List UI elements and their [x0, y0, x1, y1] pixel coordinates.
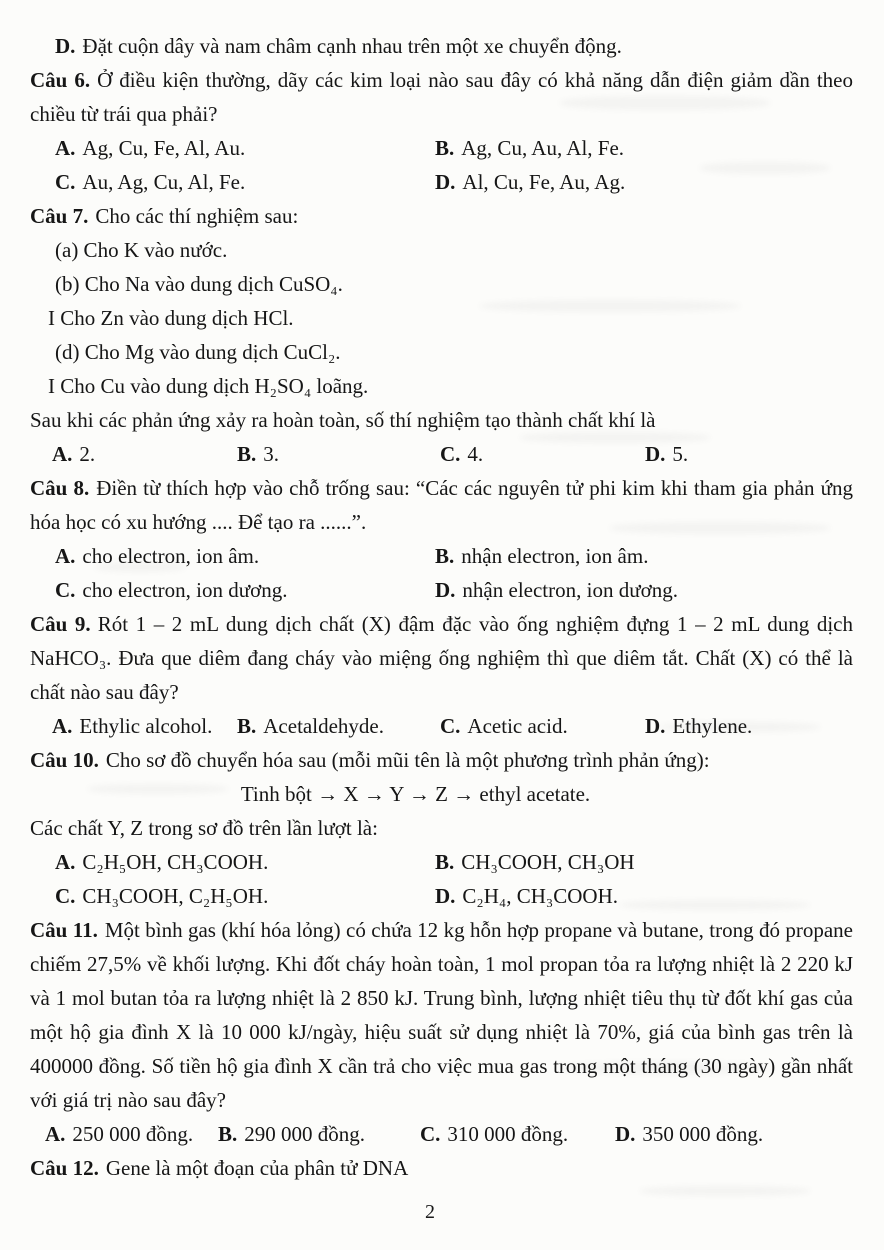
option-letter: B. — [435, 544, 455, 568]
option-text: Acetaldehyde. — [263, 714, 384, 738]
question-12-label: Câu 12. — [30, 1156, 99, 1180]
option-letter: A. — [55, 136, 76, 160]
option-text: 310 000 đồng. — [447, 1122, 569, 1146]
option-text: Đặt cuộn dây và nam châm cạnh nhau trên một xe chuyển động. — [82, 34, 622, 58]
option-text: C₂H₅OH, CH₃COOH. — [82, 850, 269, 874]
page-number: 2 — [425, 1201, 435, 1223]
question-8-options-row-1 — [30, 539, 853, 573]
option-letter: B. — [218, 1122, 238, 1146]
question-7-text: Cho các thí nghiệm sau: — [95, 204, 299, 228]
question-10 — [30, 743, 853, 777]
option-letter: D. — [55, 34, 76, 58]
option-letter: D. — [645, 714, 666, 738]
question-8 — [30, 471, 853, 539]
option-text: cho electron, ion âm. — [82, 544, 260, 568]
question-11-option-c — [420, 1117, 568, 1151]
question-7-question-line: Sau khi các phản ứng xảy ra hoàn toàn, số thí nghiệm tạo thành chất khí là — [30, 408, 656, 432]
question-10-option-c — [55, 879, 268, 913]
option-text: Ag, Cu, Fe, Al, Au. — [82, 136, 246, 160]
question-7-option-d — [645, 437, 688, 471]
option-text: 250 000 đồng. — [72, 1122, 194, 1146]
option-text: 3. — [263, 442, 280, 466]
question-8-options-row-2 — [30, 573, 853, 607]
question-8-option-d — [435, 573, 678, 607]
question-11 — [30, 913, 853, 1117]
option-letter: C. — [440, 714, 461, 738]
question-7-option-b — [237, 437, 279, 471]
question-7-option-c — [440, 437, 483, 471]
question-8-option-a — [55, 539, 259, 573]
option-text: Ethylene. — [672, 714, 753, 738]
experiment-c: I Cho Zn vào dung dịch HCl. — [48, 306, 294, 330]
option-letter: A. — [52, 714, 73, 738]
page-content — [30, 29, 853, 1185]
question-8-label: Câu 8. — [30, 476, 90, 500]
question-6-option-d — [435, 165, 625, 199]
option-text: 4. — [467, 442, 484, 466]
question-6-label: Câu 6. — [30, 68, 91, 92]
option-letter: B. — [237, 442, 257, 466]
option-letter: B. — [435, 850, 455, 874]
option-letter: D. — [435, 578, 456, 602]
question-11-label: Câu 11. — [30, 918, 98, 942]
question-10-option-d — [435, 879, 618, 913]
question-8-option-b — [435, 539, 648, 573]
option-text: C₂H₄, CH₃COOH. — [462, 884, 618, 908]
option-text: 2. — [79, 442, 96, 466]
question-8-option-c — [55, 573, 287, 607]
option-letter: C. — [55, 884, 76, 908]
option-text: CH₃COOH, C₂H₅OH. — [82, 884, 269, 908]
option-letter: D. — [615, 1122, 636, 1146]
question-6-option-c — [55, 165, 245, 199]
experiment-e: I Cho Cu vào dung dịch H₂SO₄ loãng. — [48, 374, 369, 398]
option-text: nhận electron, ion âm. — [461, 544, 649, 568]
question-11-option-a — [45, 1117, 193, 1151]
question-10-options-row-2 — [30, 879, 853, 913]
experiment-a: (a) Cho K vào nước. — [55, 238, 228, 262]
question-9-option-a — [52, 709, 212, 743]
question-11-option-b — [218, 1117, 365, 1151]
option-letter: D. — [645, 442, 666, 466]
question-7-options-row — [30, 437, 853, 471]
experiment-d: (d) Cho Mg vào dung dịch CuCl₂. — [55, 340, 341, 364]
question-6-option-b — [435, 131, 624, 165]
bleedthrough-smudge — [640, 1186, 810, 1196]
question-10-label: Câu 10. — [30, 748, 99, 772]
question-7-label: Câu 7. — [30, 204, 89, 228]
option-text: Acetic acid. — [467, 714, 568, 738]
option-letter: A. — [45, 1122, 66, 1146]
option-letter: C. — [420, 1122, 441, 1146]
option-letter: C. — [55, 578, 76, 602]
question-6-option-a — [55, 131, 245, 165]
option-letter: C. — [55, 170, 76, 194]
question-10-options-row-1 — [30, 845, 853, 879]
option-text: CH₃COOH, CH₃OH — [461, 850, 635, 874]
option-text: cho electron, ion dương. — [82, 578, 288, 602]
option-letter: B. — [237, 714, 257, 738]
question-10-option-a — [55, 845, 268, 879]
question-9-options-row — [30, 709, 853, 743]
option-letter: D. — [435, 170, 456, 194]
option-text: 5. — [672, 442, 689, 466]
question-6-text: Ở điều kiện thường, dãy các kim loại nào sau đây có khả năng dẫn điện giảm dần theo chiều từ trái qua phải? — [30, 68, 853, 126]
question-9-option-b — [237, 709, 384, 743]
question-10-subquestion: Các chất Y, Z trong sơ đồ trên lần lượt là: — [30, 816, 378, 840]
option-text: 350 000 đồng. — [642, 1122, 764, 1146]
question-11-options-row — [30, 1117, 853, 1151]
question-9-label: Câu 9. — [30, 612, 91, 636]
option-text: 290 000 đồng. — [244, 1122, 366, 1146]
option-text: Al, Cu, Fe, Au, Ag. — [462, 170, 626, 194]
question-7 — [30, 199, 853, 233]
question-9-option-d — [645, 709, 752, 743]
question-9 — [30, 607, 853, 709]
experiment-b: (b) Cho Na vào dung dịch CuSO₄. — [55, 272, 343, 296]
option-letter: D. — [435, 884, 456, 908]
question-12 — [30, 1151, 853, 1185]
question-7-option-a — [52, 437, 95, 471]
option-letter: A. — [55, 544, 76, 568]
question-6-options-row-2 — [30, 165, 853, 199]
question-9-text: Rót 1 – 2 mL dung dịch chất (X) đậm đặc vào ống nghiệm đựng 1 – 2 mL dung dịch NaHCO₃. Đưa que diêm đang cháy vào miệng ống nghiệm thì que diêm tắt. Chất (X) có thể là chất nào sau đây? — [30, 612, 853, 704]
question-11-option-d — [615, 1117, 763, 1151]
question-6 — [30, 63, 853, 131]
option-text: Ethylic alcohol. — [79, 714, 213, 738]
option-letter: B. — [435, 136, 455, 160]
question-10-scheme: Tinh bột → X → Y → Z → ethyl acetate. — [240, 782, 591, 806]
question-6-options-row-1 — [30, 131, 853, 165]
option-letter: A. — [52, 442, 73, 466]
option-text: Ag, Cu, Au, Al, Fe. — [461, 136, 625, 160]
prev-question-option-d — [30, 29, 853, 63]
question-11-text: Một bình gas (khí hóa lỏng) có chứa 12 kg hỗn hợp propane và butane, trong đó propane chiếm 27,5% về khối lượng. Khi đốt cháy hoàn toàn, 1 mol propan tỏa ra lượng nhiệt là 2 220 kJ và 1 mol butan tỏa ra lượng nhiệt là 2 850 kJ. Trung bình, lượng nhiệt tiêu thụ từ đốt khí gas của một hộ gia đình X là 10 000 kJ/ngày, hiệu suất sử dụng nhiệt là 70%, giá của bình gas trên là 400000 đồng. Số tiền hộ gia đình X cần trả cho việc mua gas trong một tháng (30 ngày) gần nhất với giá trị nào sau đây? — [30, 918, 854, 1112]
option-letter: A. — [55, 850, 76, 874]
question-12-text: Gene là một đoạn của phân tử DNA — [105, 1156, 409, 1180]
question-8-text: Điền từ thích hợp vào chỗ trống sau: “Các các nguyên tử phi kim khi tham gia phản ứng hóa học có xu hướng .... Để tạo ra ......”. — [30, 476, 853, 534]
question-10-option-b — [435, 845, 635, 879]
option-text: Au, Ag, Cu, Al, Fe. — [82, 170, 246, 194]
question-9-option-c — [440, 709, 568, 743]
question-10-text: Cho sơ đồ chuyển hóa sau (mỗi mũi tên là một phương trình phản ứng): — [105, 748, 710, 772]
option-text: nhận electron, ion dương. — [462, 578, 678, 602]
option-letter: C. — [440, 442, 461, 466]
